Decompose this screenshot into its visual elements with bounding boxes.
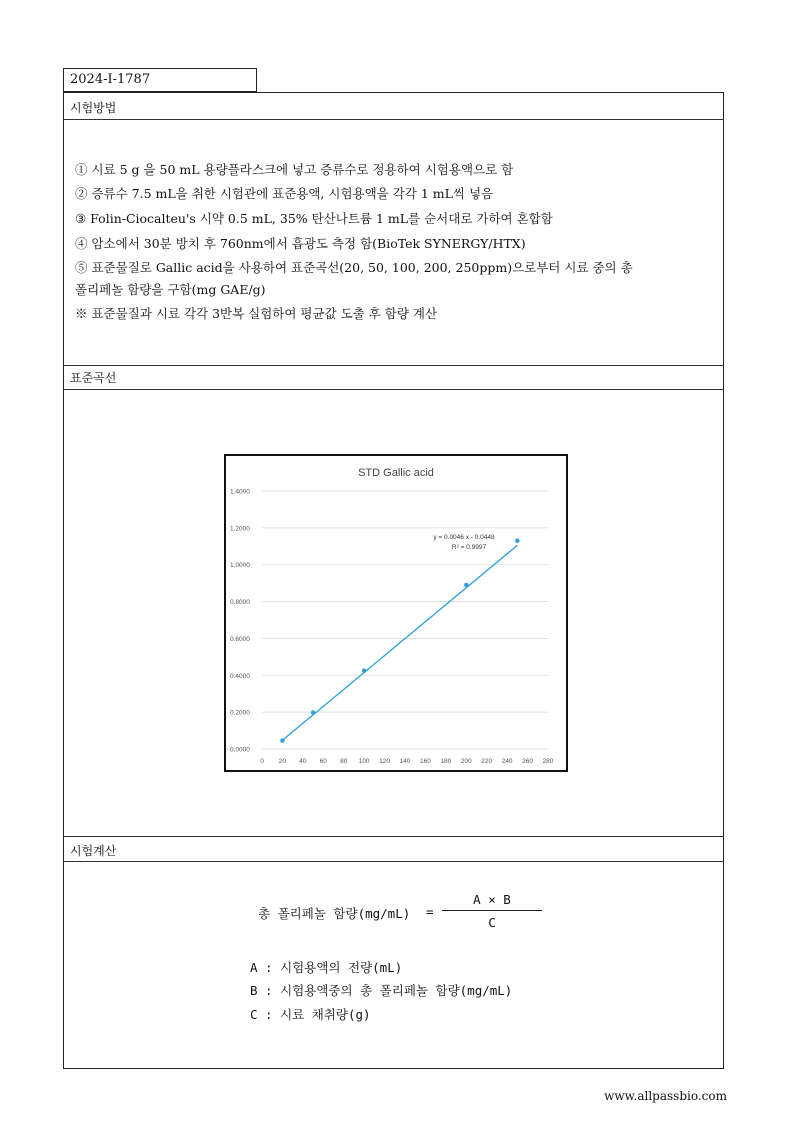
calc-section-title: 시험계산 <box>70 844 117 858</box>
x-tick-label: 40 <box>299 758 307 765</box>
divider <box>63 861 724 862</box>
y-tick-label: 0.6000 <box>230 635 250 643</box>
data-point <box>362 668 366 672</box>
y-tick-label: 1.2000 <box>230 525 250 533</box>
method-step-5: ⑤ 표준물질로 Gallic acid을 사용하여 표준곡선(20, 50, 100, 200, 250ppm)으로부터 시료 중의 총 <box>75 260 633 275</box>
x-tick-label: 20 <box>278 758 287 765</box>
x-tick-label: 160 <box>419 758 431 765</box>
x-tick-label: 260 <box>522 758 534 765</box>
chart-canvas <box>226 456 566 770</box>
x-tick-label: 60 <box>319 758 327 765</box>
document-id: 2024-I-1787 <box>63 68 257 92</box>
method-note: ※ 표준물질과 시료 각각 3반복 실험하여 평균값 도출 후 함량 계산 <box>75 306 438 321</box>
x-tick-label: 200 <box>460 758 472 765</box>
trendline-equation: y = 0.0046 x - 0.0448 <box>433 534 495 541</box>
y-tick-label: 0.2000 <box>230 709 250 717</box>
divider <box>63 389 724 390</box>
x-tick-label: 220 <box>481 758 493 765</box>
definition-c: C : 시료 채취량(g) <box>250 1007 371 1022</box>
data-point <box>311 710 315 714</box>
formula-numerator: A × B <box>473 892 511 907</box>
definition-b: B : 시험용액중의 총 폴리페놀 함량(mg/mL) <box>250 983 513 998</box>
method-step-4: ④ 암소에서 30분 방치 후 760nm에서 흡광도 측정 함(BioTek SYNERGY/HTX) <box>75 236 526 251</box>
curve-section-title: 표준곡선 <box>70 371 117 385</box>
method-step-2: ② 증류수 7.5 mL을 취한 시험관에 표준용액, 시험용액을 각각 1 mL씩 넣음 <box>75 186 494 201</box>
x-tick-label: 120 <box>379 758 391 765</box>
x-tick-label: 140 <box>399 758 411 765</box>
divider <box>63 365 724 366</box>
x-tick-label: 180 <box>440 758 452 765</box>
y-tick-label: 0.0000 <box>230 746 250 754</box>
x-axis-ticks <box>260 758 554 765</box>
formula-lhs: 총 폴리페놀 함량(mg/mL) <box>258 906 411 921</box>
y-tick-label: 1.4000 <box>230 488 250 496</box>
y-tick-label: 1.0000 <box>230 562 250 570</box>
x-tick-label: 80 <box>340 758 348 765</box>
divider <box>63 836 724 837</box>
x-tick-label: 100 <box>358 758 370 765</box>
method-step-3: ③ Folin-Ciocalteu's 시약 0.5 mL, 35% 탄산나트륨 1 mL를 순서대로 가하여 혼합함 <box>75 211 553 226</box>
r-squared-label: R² = 0.9997 <box>451 544 487 551</box>
data-point <box>515 539 519 543</box>
method-section-title: 시험방법 <box>70 101 117 115</box>
footer-url: www.allpassbio.com <box>604 1089 727 1103</box>
formula-equals: = <box>426 904 434 919</box>
formula-denominator: C <box>488 915 496 930</box>
definition-a: A : 시험용액의 전량(mL) <box>250 960 403 975</box>
trendline <box>282 545 517 740</box>
y-axis-ticks <box>230 489 250 754</box>
y-tick-label: 0.4000 <box>230 672 250 680</box>
method-step-1: ① 시료 5 g 을 50 mL 용량플라스크에 넣고 증류수로 정용하여 시험용액으로 함 <box>75 162 514 177</box>
method-step-5-cont: 폴리페놀 함량을 구함(mg GAE/g) <box>75 282 266 297</box>
standard-curve-chart <box>224 454 568 772</box>
chart-title: STD Gallic acid <box>358 467 434 479</box>
fraction-bar <box>442 910 542 911</box>
x-tick-label: 280 <box>542 758 554 765</box>
x-tick-label: 240 <box>501 758 513 765</box>
chart-gridlines <box>262 491 548 749</box>
divider <box>63 119 724 120</box>
x-tick-label: 0 <box>260 758 264 765</box>
data-point <box>464 583 468 587</box>
data-point <box>280 738 284 742</box>
y-tick-label: 0.8000 <box>230 599 250 607</box>
